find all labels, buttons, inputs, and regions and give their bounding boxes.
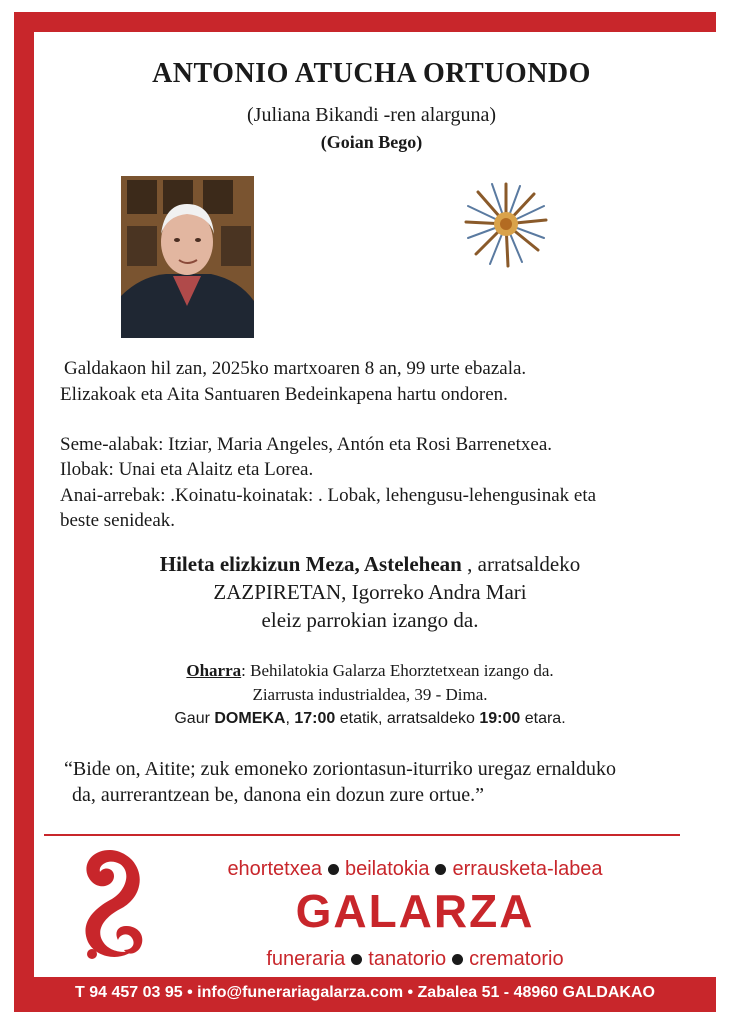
brand-name: GALARZA [295, 885, 535, 937]
divider [44, 834, 680, 836]
note-comma: , [285, 710, 295, 727]
note-label: Oharra [186, 661, 242, 680]
thistle-ornament [458, 176, 554, 272]
services-spanish [160, 948, 670, 971]
galarza-logo [70, 846, 154, 964]
note-start-time: 17:00 [294, 710, 336, 727]
note-hours [40, 708, 700, 730]
family-grandchildren: Ilobak: Unai eta Alaitz eta Lorea. [60, 459, 314, 480]
death-line-2: Elizakoak eta Aita Santuaren Bedeinkapena hartu ondoren. [60, 384, 508, 405]
service-tanatorio: tanatorio [368, 948, 447, 970]
service-crematorio: crematorio [469, 948, 564, 970]
separator-dot [328, 864, 339, 875]
separator-dot [435, 864, 446, 875]
note-end-time: 19:00 [479, 710, 521, 727]
note-line-1 [40, 660, 700, 682]
note-hours-today: Gaur [174, 710, 215, 727]
family-siblings: Anai-arrebak: .Koinatu-koinatak: . Lobak, lehengusu-lehengusinak eta [60, 485, 597, 506]
death-line-1: Galdakaon hil zan, 2025ko martxoaren 8 an, 99 urte ebazala. [64, 358, 527, 379]
service-beilatokia: beilatokia [344, 858, 430, 880]
ceremony-line-2: ZAZPIRETAN, Igorreko Andra Mari [213, 580, 527, 604]
note-day: DOMEKA [214, 710, 286, 727]
note-address: Ziarrusta industrialdea, 39 - Dima. [252, 685, 488, 704]
ceremony-line-3: eleiz parrokian izango da. [261, 608, 479, 632]
ceremony-title: Hileta elizkizun Meza, Astelehean [159, 552, 462, 576]
contact-footer: T 94 457 03 95 • info@funerariagalarza.com • Zabalea 51 - 48960 GALDAKAO [75, 984, 655, 1001]
ceremony-time-of-day: , arratsaldeko [461, 552, 581, 576]
deceased-photo [121, 176, 254, 338]
quote-line-1: “Bide on, Aitite; zuk emoneko zoriontasun-iturriko uregaz ernalduko [64, 758, 617, 780]
quote-line-2: da, aurrerantzean be, danona ein dozun zure ortue.” [72, 784, 485, 806]
ceremony-line-1 [40, 550, 700, 578]
service-errausketa-labea: errausketa-labea [452, 858, 603, 880]
separator-dot [351, 954, 362, 965]
separator-dot [452, 954, 463, 965]
note-until: etara. [520, 710, 566, 727]
note-from: etatik, arratsaldeko [335, 710, 480, 727]
note-wake-place: : Behilatokia Galarza Ehorztetxean izango da. [241, 661, 554, 680]
deceased-name: ANTONIO ATUCHA ORTUONDO [152, 58, 591, 89]
deceased-relation: (Juliana Bikandi -ren alarguna) [247, 104, 496, 126]
services-basque [160, 858, 670, 881]
goian-bego: (Goian Bego) [320, 132, 423, 152]
family-children: Seme-alabak: Itziar, Maria Angeles, Antón eta Rosi Barrenetxea. [60, 434, 553, 455]
service-ehortetxea: ehortetxea [227, 858, 322, 880]
family-relatives: beste senideak. [60, 510, 176, 531]
service-funeraria: funeraria [266, 948, 346, 970]
